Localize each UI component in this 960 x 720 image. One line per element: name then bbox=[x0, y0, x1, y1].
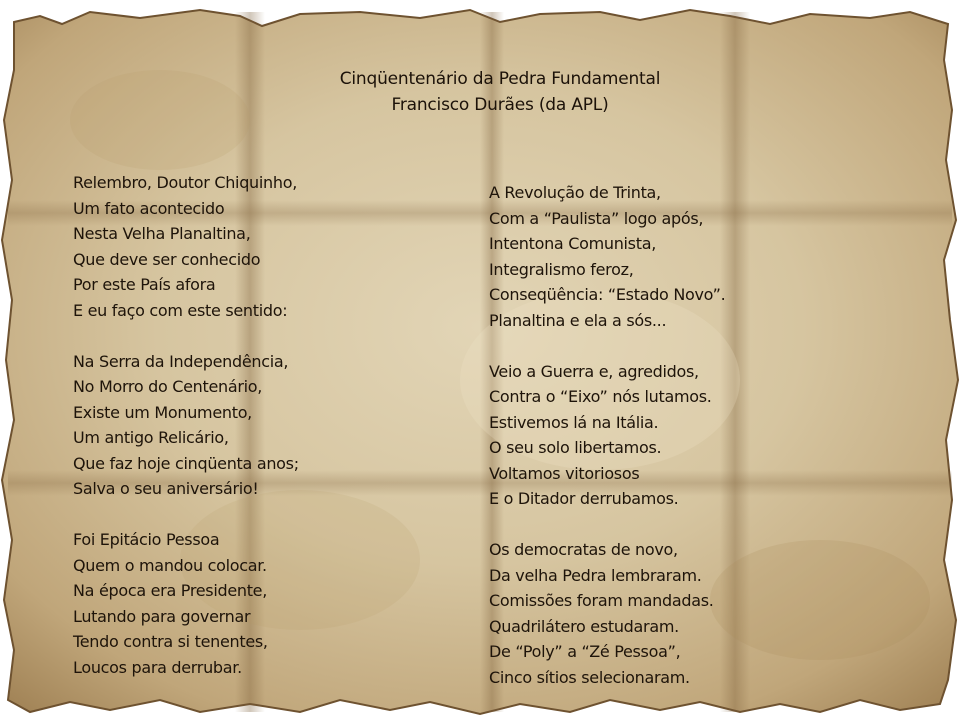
stanza bbox=[73, 527, 373, 680]
poem-line: Lutando para governar bbox=[73, 606, 251, 626]
poem-line: Veio a Guerra e, agredidos, bbox=[489, 361, 699, 381]
poem-line: Um antigo Relicário, bbox=[73, 428, 229, 447]
right-column bbox=[489, 180, 809, 690]
poem-line: Com a “Paulista” logo após, bbox=[489, 208, 704, 228]
poem-line: Da velha Pedra lembraram. bbox=[489, 565, 702, 585]
poem-title bbox=[0, 66, 960, 118]
poem-line: Tendo contra si tenentes, bbox=[73, 632, 268, 651]
poem-line: Na Serra da Independência, bbox=[73, 351, 289, 371]
poem-line: Planaltina e ela a sós... bbox=[489, 310, 667, 330]
poem-line: A Revolução de Trinta, bbox=[489, 183, 661, 202]
poem-line: Os democratas de novo, bbox=[489, 540, 678, 559]
poem-line: No Morro do Centenário, bbox=[73, 377, 263, 396]
poem-line: Intentona Comunista, bbox=[489, 234, 656, 253]
poem-line: Nesta Velha Planaltina, bbox=[73, 224, 251, 243]
poem-line: Estivemos lá na Itália. bbox=[489, 412, 659, 432]
poem-line: Que deve ser conhecido bbox=[73, 249, 261, 269]
title-line-2: Francisco Durães (da APL) bbox=[391, 95, 609, 115]
poem-line: Quadrilátero estudaram. bbox=[489, 616, 679, 636]
poem-line: Loucos para derrubar. bbox=[73, 657, 242, 677]
poem-line: Que faz hoje cinqüenta anos; bbox=[73, 453, 299, 473]
poem-line: Comissões foram mandadas. bbox=[489, 591, 714, 610]
poem-line: E o Ditador derrubamos. bbox=[489, 489, 679, 508]
poem-line: O seu solo libertamos. bbox=[489, 438, 662, 457]
poem-line: E eu faço com este sentido: bbox=[73, 300, 288, 320]
poem-line: Foi Epitácio Pessoa bbox=[73, 530, 220, 549]
poem-line: Por este País afora bbox=[73, 275, 216, 294]
poem-line: Relembro, Doutor Chiquinho, bbox=[73, 173, 297, 192]
stanza bbox=[489, 537, 809, 690]
poem-line: Conseqüência: “Estado Novo”. bbox=[489, 285, 726, 304]
stanza bbox=[489, 359, 809, 512]
poem-line: Cinco sítios selecionaram. bbox=[489, 667, 690, 687]
poem-line: Quem o mandou colocar. bbox=[73, 555, 267, 575]
poem-line: De “Poly” a “Zé Pessoa”, bbox=[489, 642, 681, 661]
title-line-1: Cinqüentenário da Pedra Fundamental bbox=[339, 69, 661, 89]
stanza bbox=[73, 349, 373, 502]
poem-line: Na época era Presidente, bbox=[73, 581, 268, 600]
left-column bbox=[73, 170, 373, 680]
stanza bbox=[489, 180, 809, 333]
poem-line: Existe um Monumento, bbox=[73, 402, 252, 422]
poem-line: Voltamos vitoriosos bbox=[489, 463, 640, 483]
poem-line: Integralismo feroz, bbox=[489, 259, 634, 279]
poem-line: Um fato acontecido bbox=[73, 198, 225, 218]
poem-line: Contra o “Eixo” nós lutamos. bbox=[489, 387, 712, 406]
poem-line: Salva o seu aniversário! bbox=[73, 479, 259, 498]
stanza bbox=[73, 170, 373, 323]
